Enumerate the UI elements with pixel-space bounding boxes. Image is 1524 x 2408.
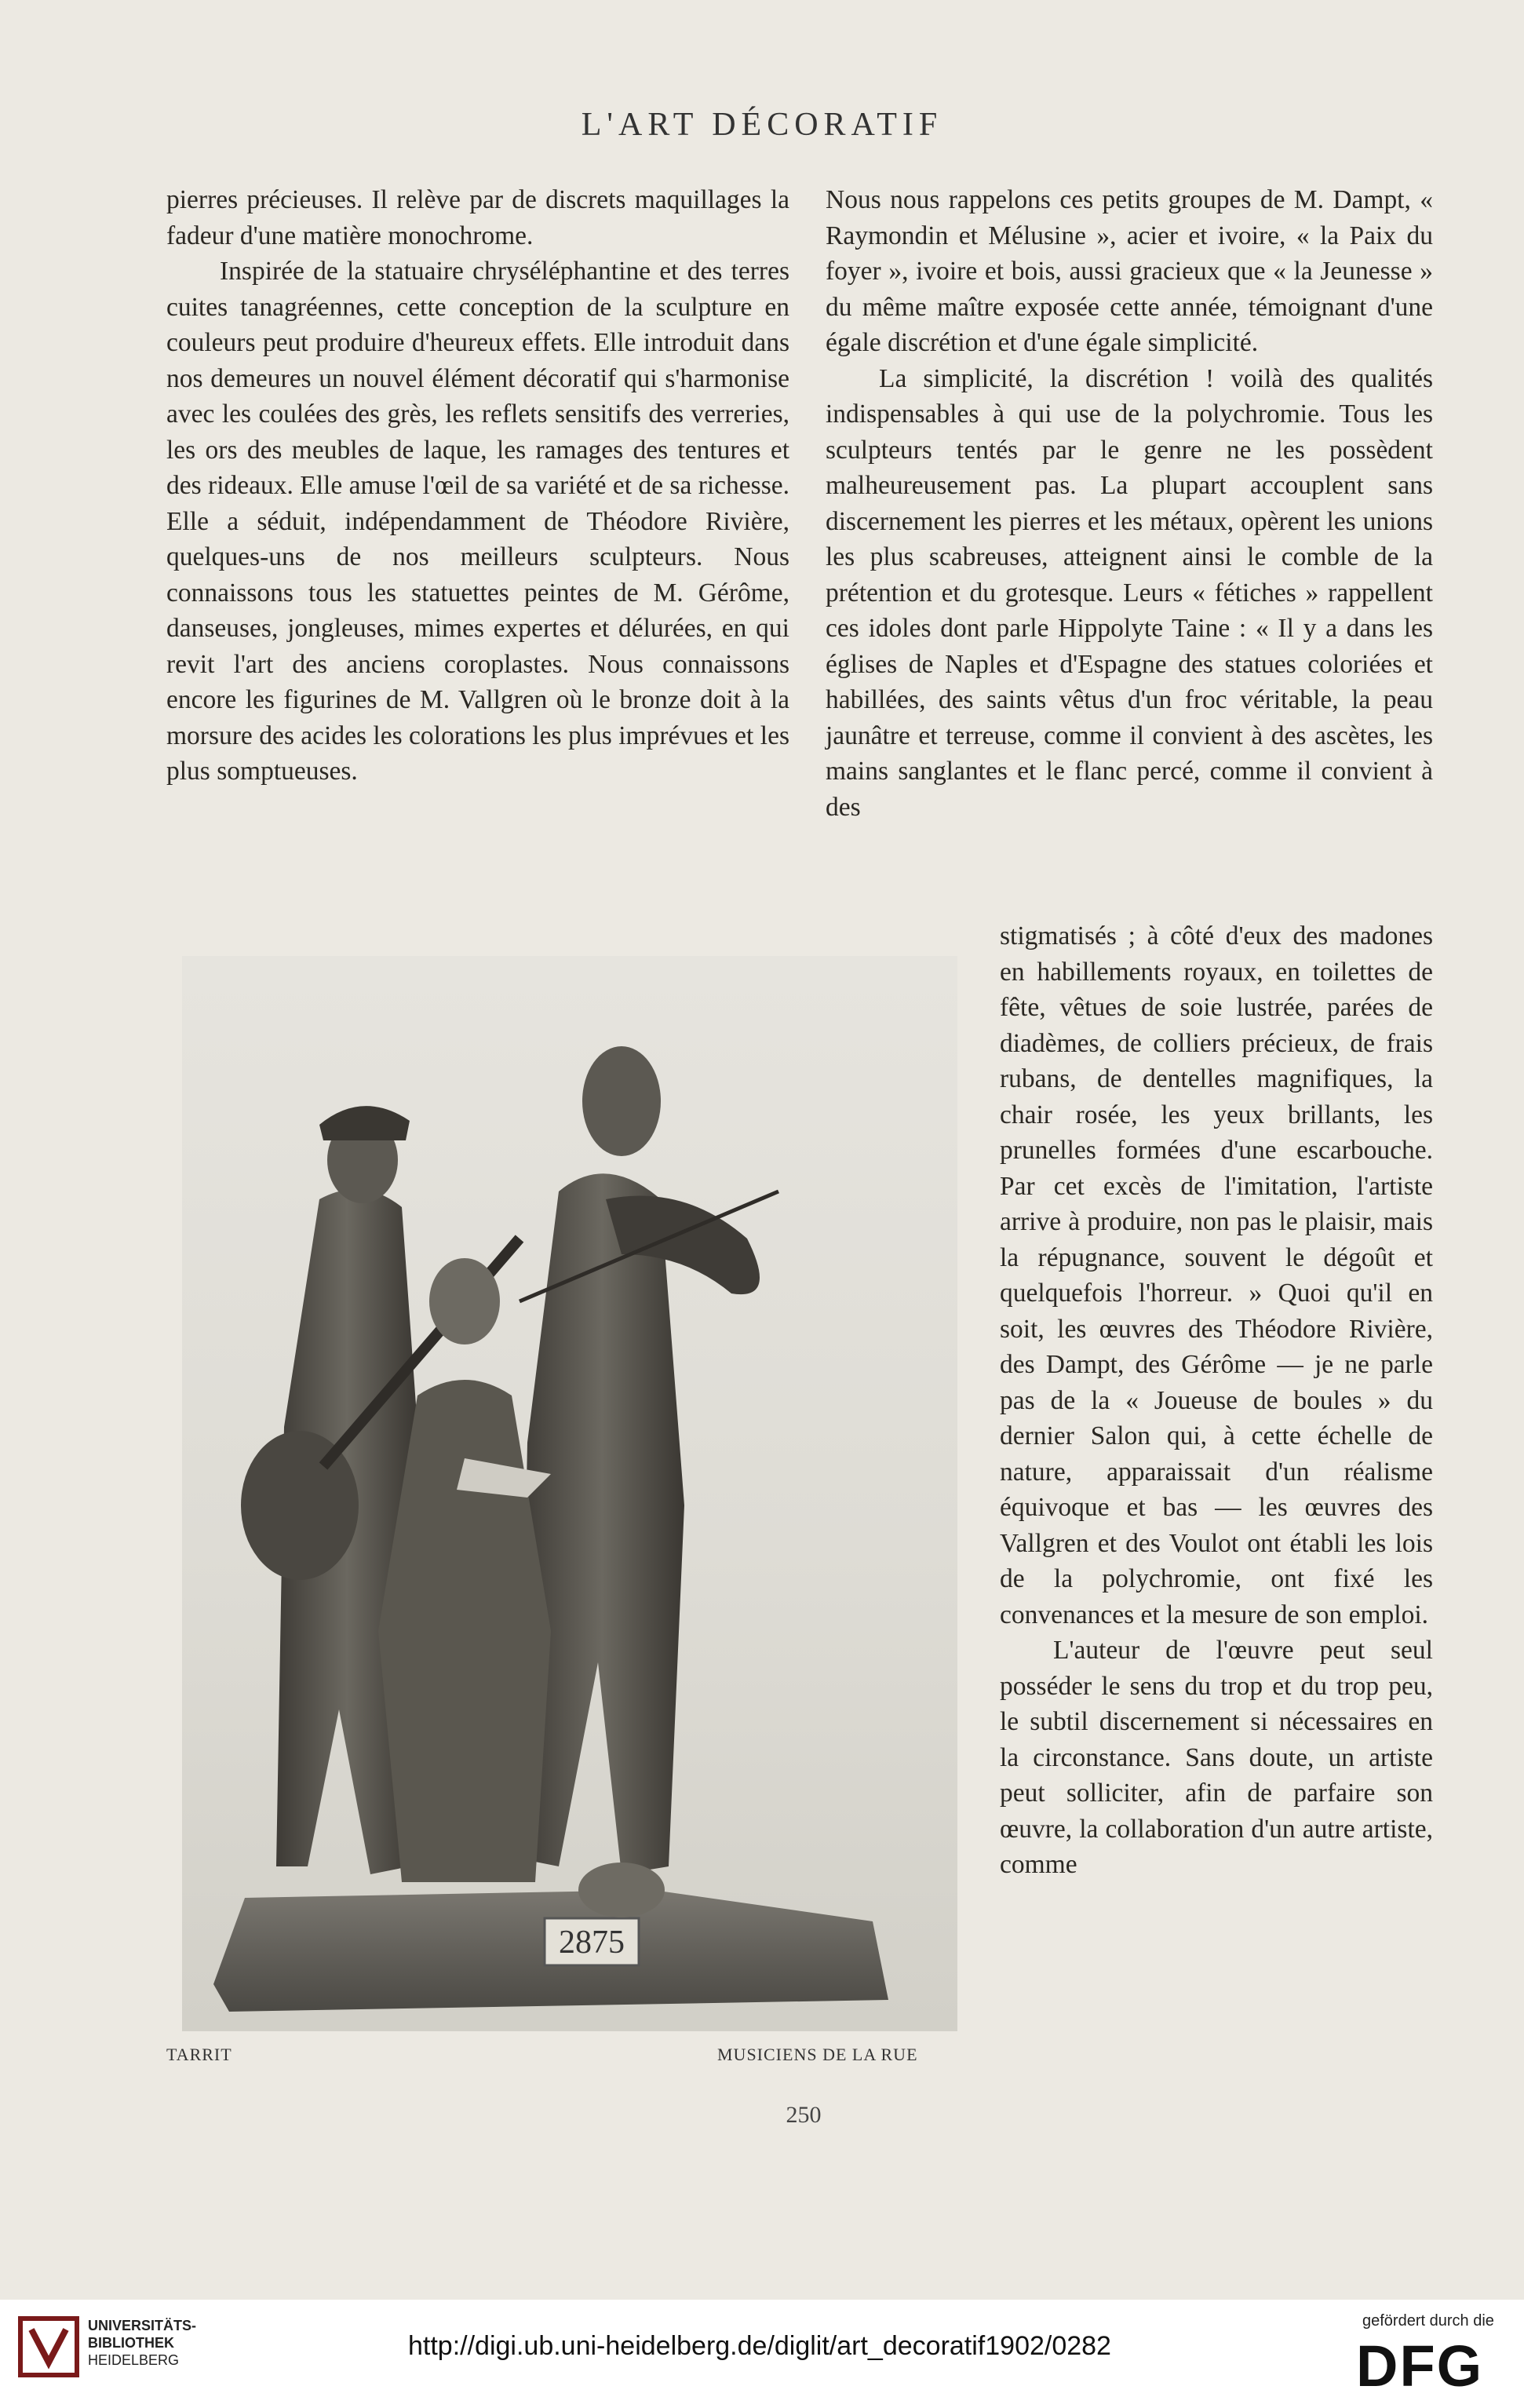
paragraph: stigmatisés ; à côté d'eux des madones en habillements royaux, en toilettes de fête, vêtues de soie lustrée, parées de diadèmes, de colliers précieux, de frais rubans, de dentelles magnifiques, la chair rosée, les yeux brillants, les prunelles formées d'une escarbouche. Par cet excès de l'imitation, l'artiste arrive à produire, non pas le plaisir, mais la répugnance, souvent le dégoût et quelquefois l'horreur. » Quoi qu'il en soit, les œuvres des Théodore Rivière, des Dampt, des Gérôme — je ne parle pas de la « Joueuse de boules » du dernier Salon qui, à cette échelle de nature, apparaissait d'un réalisme équivoque et bas — les œuvres des Vallgren et des Voulot ont établi les lois de la polychromie, ont fixé les convenances et la mesure de son emploi. (1000, 921, 1433, 1629)
page-number: 250 (786, 2102, 822, 2128)
child-head (429, 1258, 500, 1344)
plaque-number: 2875 (559, 1925, 625, 1961)
violinist-figure (520, 1173, 684, 1874)
funded-by-label: gefördert durch die (1362, 2312, 1494, 2330)
sculpture-photograph (182, 956, 957, 2031)
library-line: UNIVERSITÄTS- (88, 2318, 197, 2333)
hat-on-ground (578, 1863, 665, 1917)
dfg-logo: DFG (1356, 2333, 1484, 2399)
digitization-footer (0, 2300, 1524, 2408)
right-narrow-column-text (1000, 918, 1433, 1883)
sculpture-illustration (182, 956, 957, 2031)
cap (319, 1106, 410, 1140)
violinist-head (582, 1046, 661, 1156)
library-line: HEIDELBERG (88, 2352, 180, 2368)
library-name (88, 2317, 196, 2369)
paragraph: Nous nous rappelons ces petits groupes de M. Dampt, « Raymondin et Mélusine », acier et ivoire, « la Paix du foyer », ivoire et bois, aussi gracieux que « la Jeunesse » du même maître exposée cette année, témoignant d'une égale discrétion et d'une égale simplicité. (826, 185, 1433, 357)
running-head: L'ART DÉCORATIF (581, 107, 943, 143)
right-column-text (826, 182, 1433, 825)
library-line: BIBLIOTHEK (88, 2335, 174, 2351)
paragraph: L'auteur de l'œuvre peut seul posséder le sens du trop et du trop peu, le subtil discernement si nécessaires en la circonstance. Sans doute, un artiste peut solliciter, afin de parfaire son œuvre, la collaboration d'un autre artiste, comme (1000, 1636, 1433, 1879)
caption-artist: TARRIT (166, 2045, 232, 2064)
left-column-text (166, 182, 789, 790)
paragraph: pierres précieuses. Il relève par de discrets maquillages la fadeur d'une matière monochrome. (166, 185, 789, 250)
university-library-logo-icon (16, 2314, 82, 2380)
source-url-link[interactable]: http://digi.ub.uni-heidelberg.de/diglit/art_decoratif1902/0282 (408, 2331, 1111, 2361)
caption-title: MUSICIENS DE LA RUE (717, 2045, 918, 2064)
paragraph: Inspirée de la statuaire chryséléphantine et des terres cuites tanagréennes, cette conception de la sculpture en couleurs peut produire d'heureux effets. Elle introduit dans nos demeures un nouvel élément décoratif qui s'harmonise avec les coulées des grès, les reflets sensitifs des verreries, les ors des meubles de laque, les ramages des tentures et des rideaux. Elle amuse l'œil de sa variété et de sa richesse. Elle a séduit, indépendamment de Théodore Rivière, quelques-uns de nos meilleurs sculpteurs. Nous connaissons tous les statuettes peintes de M. Gérôme, danseuses, jongleuses, mimes expertes et délurées, en qui revit l'art des anciens coroplastes. Nous connaissons encore les figurines de M. Vallgren où le bronze doit à la morsure des acides les colorations les plus imprévues et les plus somptueuses. (166, 257, 789, 786)
paragraph: La simplicité, la discrétion ! voilà des qualités indispensables à qui use de la polychromie. Tous les sculpteurs tentés par le genre ne les possèdent malheureusement pas. La plupart accouplent sans discernement les pierres et les métaux, opèrent les unions les plus scabreuses, atteignent ainsi le comble de la prétention et du grotesque. Leurs « fétiches » rappellent ces idoles dont parle Hippolyte Taine : « Il y a dans les églises de Naples et d'Espagne des statues coloriées et habillées, des saints vêtus d'un froc véritable, la peau jaunâtre et terreuse, comme il convient à des ascètes, les mains sanglantes et le flanc percé, comme il convient à des (826, 363, 1433, 822)
